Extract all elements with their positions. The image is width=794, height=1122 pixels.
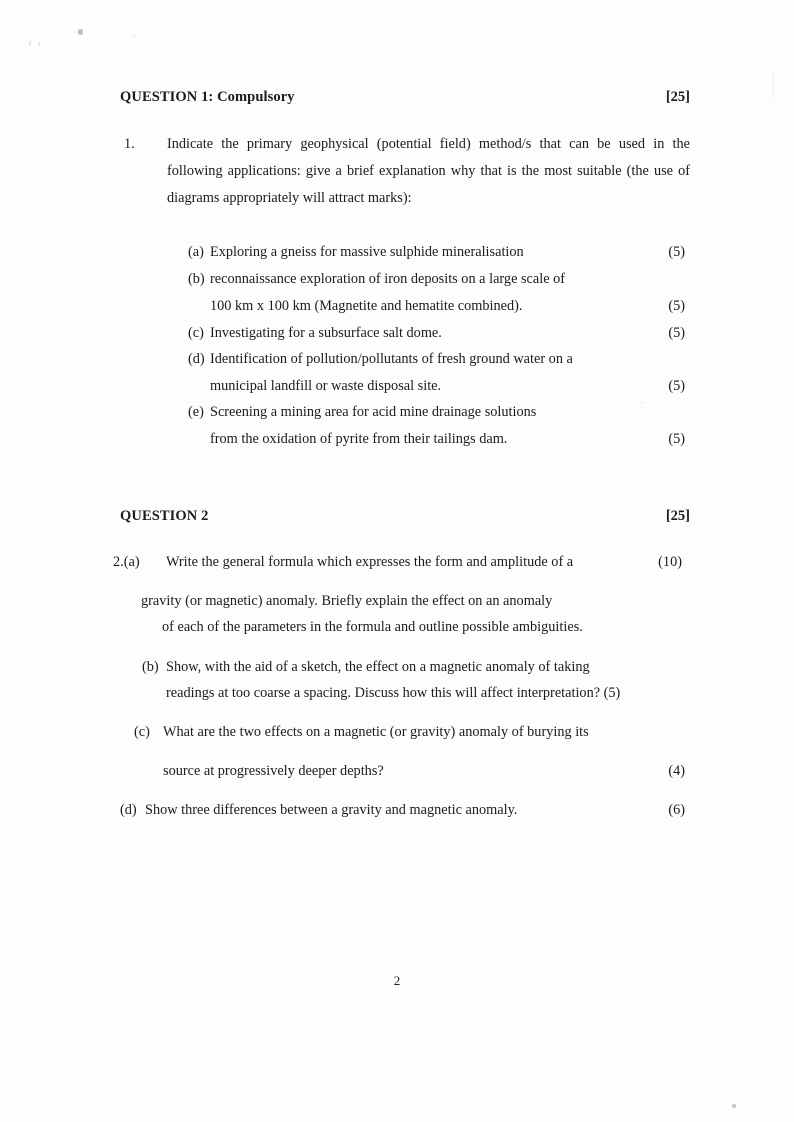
q2-part-b-line1: Show, with the aid of a sketch, the effect on a magnetic anomaly of taking <box>166 659 590 675</box>
q1-item-e-text-line2: from the oxidation of pyrite from their tailings dam. <box>210 431 508 447</box>
page-number: 2 <box>393 973 401 988</box>
q2-part-c-line2: source at progressively deeper depths? <box>163 763 384 779</box>
q2-part-a-line3: of each of the parameters in the formula and outline possible ambiguities. <box>162 619 583 635</box>
q1-item-c-label: (c) <box>188 325 204 341</box>
q1-item-d-label: (d) <box>188 351 205 367</box>
q2-part-b-label: (b) <box>142 659 159 675</box>
q2-part-d-line1: Show three differences between a gravity and magnetic anomaly. <box>145 802 518 818</box>
q2-part-c-marks: (4) <box>668 763 685 779</box>
q2-part-c-line1: What are the two effects on a magnetic (or gravity) anomaly of burying its <box>163 724 589 740</box>
question-1-heading: QUESTION 1: Compulsory <box>120 89 295 105</box>
q2-part-d-label: (d) <box>120 802 137 818</box>
question-2-total-marks: [25] <box>665 508 690 524</box>
q1-item-a-label: (a) <box>188 244 204 260</box>
q1-item-d-text-line1: Identification of pollution/pollutants of fresh ground water on a <box>210 351 573 367</box>
question-1-total-marks: [25] <box>665 89 690 105</box>
scan-speck <box>732 1104 736 1108</box>
scan-speck <box>641 402 644 404</box>
q1-item-b-text-line2: 100 km x 100 km (Magnetite and hematite combined). <box>210 298 523 314</box>
question-1-stem: Indicate the primary geophysical (potential field) method/s that can be used in the following applications: give a brief explanation why that is the most suitable (the use of diagrams appropriately will attract marks): <box>167 136 690 206</box>
q2-part-a-line1: Write the general formula which expresses the form and amplitude of a <box>166 554 574 570</box>
q2-part-a-marks: (10) <box>658 554 682 570</box>
scan-speck <box>74 31 76 33</box>
q1-item-b-label: (b) <box>188 271 205 287</box>
question-1-number: 1. <box>124 136 135 152</box>
q1-item-a-text: Exploring a gneiss for massive sulphide mineralisation <box>210 244 524 260</box>
q1-item-e-label: (e) <box>188 404 204 420</box>
q1-item-d-text-line2: municipal landfill or waste disposal site. <box>210 378 442 394</box>
q2-part-c-label: (c) <box>134 724 150 740</box>
q2-part-a-label: 2.(a) <box>113 554 140 570</box>
q1-item-a-marks: (5) <box>668 244 685 260</box>
q1-item-c-text: Investigating for a subsurface salt dome. <box>210 325 442 341</box>
scan-speck <box>133 35 136 37</box>
scan-speck <box>772 72 774 98</box>
q1-item-b-marks: (5) <box>668 298 685 314</box>
scan-speck <box>78 29 83 35</box>
q1-item-c-marks: (5) <box>668 325 685 341</box>
question-2-heading: QUESTION 2 <box>120 508 209 524</box>
q2-part-b-line2: readings at too coarse a spacing. Discuss how this will affect interpretation? (5) <box>166 685 621 701</box>
q1-item-b-text-line1: reconnaissance exploration of iron deposits on a large scale of <box>210 271 566 287</box>
scan-speck <box>29 41 31 46</box>
q1-item-d-marks: (5) <box>668 378 685 394</box>
q2-part-a-line2: gravity (or magnetic) anomaly. Briefly explain the effect on an anomaly <box>141 593 553 609</box>
q1-item-e-marks: (5) <box>668 431 685 447</box>
scan-speck <box>38 42 40 46</box>
q1-item-e-text-line1: Screening a mining area for acid mine drainage solutions <box>210 404 537 420</box>
q2-part-d-marks: (6) <box>668 802 685 818</box>
